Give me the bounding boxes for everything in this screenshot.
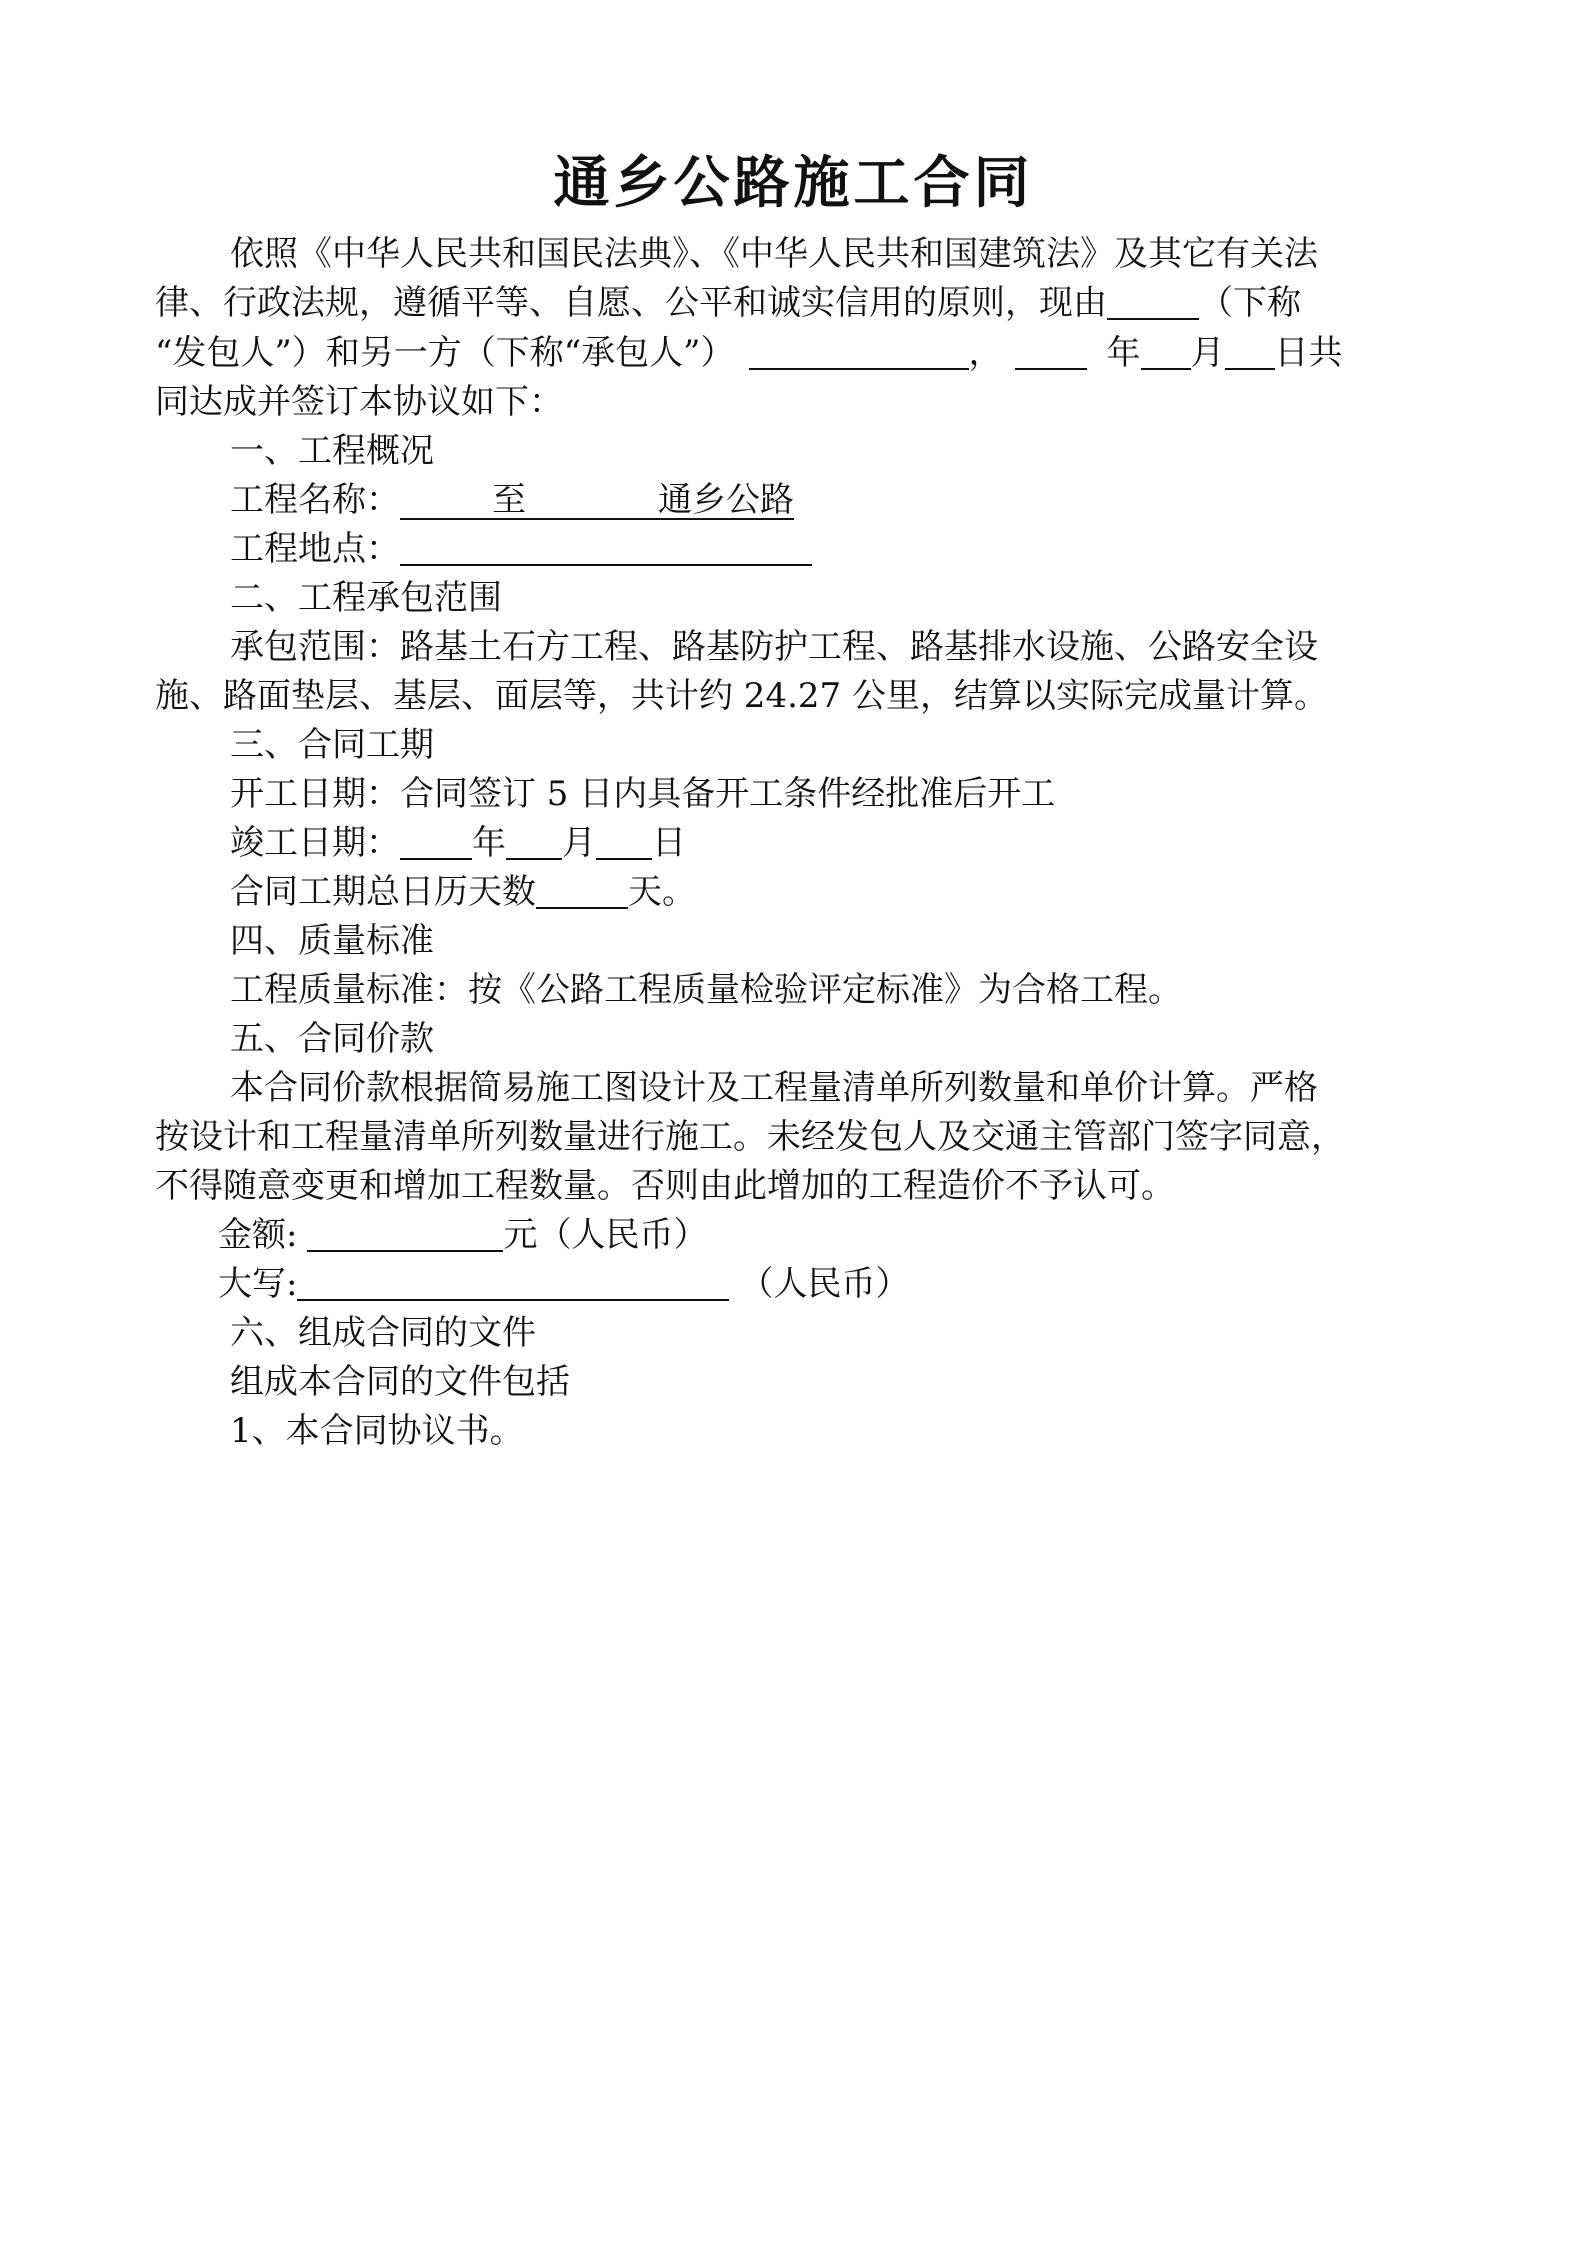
project-name-field xyxy=(400,480,794,520)
sign-year-blank xyxy=(1015,338,1087,370)
employer-blank xyxy=(1107,288,1199,320)
completion-month-blank xyxy=(506,828,562,860)
intro-line-1: 依照《中华人民共和国民法典》、《中华人民共和国建筑法》及其它有关法 xyxy=(230,234,1318,274)
intro-line-2-suffix: （下称 xyxy=(1199,283,1301,323)
intro-line-4: 同达成并签订本协议如下： xyxy=(155,382,563,422)
completion-day-label: 日 xyxy=(652,823,686,863)
total-days-line xyxy=(230,872,696,912)
sign-month-blank xyxy=(1141,338,1191,370)
project-location-line xyxy=(230,529,812,569)
completion-year-label: 年 xyxy=(472,823,506,863)
completion-month-label: 月 xyxy=(562,823,596,863)
intro-line-3-text: “发包人”）和另一方（下称“承包人”） xyxy=(155,333,735,373)
amount-capital-blank xyxy=(297,1269,729,1301)
completion-year-blank xyxy=(400,828,472,860)
total-days-blank xyxy=(536,877,628,909)
intro-line-2 xyxy=(155,283,1301,323)
total-days-label: 合同工期总日历天数 xyxy=(230,872,536,912)
amount-capital-label: 大写: xyxy=(218,1264,298,1304)
documents-intro-line: 组成本合同的文件包括 xyxy=(230,1362,570,1402)
section-2-heading: 二、工程承包范围 xyxy=(230,578,502,618)
completion-date-line xyxy=(230,823,686,863)
contractor-blank xyxy=(749,338,969,370)
project-name-to: 至 xyxy=(492,480,526,520)
amount-capital-line xyxy=(218,1264,910,1304)
project-location-label: 工程地点： xyxy=(230,529,400,569)
intro-line-3 xyxy=(155,333,1343,373)
project-name-label: 工程名称： xyxy=(230,480,400,520)
sign-month-label: 月 xyxy=(1190,333,1225,373)
section-6-heading: 六、组成合同的文件 xyxy=(230,1313,536,1353)
documents-item-1: 1、本合同协议书。 xyxy=(230,1411,524,1451)
intro-line-2-text: 律、行政法规，遵循平等、自愿、公平和诚实信用的原则，现由 xyxy=(155,283,1107,323)
section-3-heading: 三、合同工期 xyxy=(230,725,434,765)
amount-label: 金额: xyxy=(218,1215,298,1255)
amount-line xyxy=(218,1215,708,1255)
amount-suffix: 元（人民币） xyxy=(503,1215,708,1255)
scope-line-2: 施、路面垫层、基层、面层等，共计约 24.27 公里，结算以实际完成量计算。 xyxy=(155,676,1328,716)
project-name-suffix: 通乡公路 xyxy=(658,480,794,520)
sign-day-blank xyxy=(1225,338,1275,370)
amount-capital-suffix: （人民币） xyxy=(739,1264,910,1304)
intro-line-3-comma: ， xyxy=(968,333,1003,373)
price-line-1: 本合同价款根据简易施工图设计及工程量清单所列数量和单价计算。严格 xyxy=(230,1068,1318,1108)
project-name-line xyxy=(230,480,794,520)
total-days-suffix: 天。 xyxy=(628,872,696,912)
completion-date-label: 竣工日期： xyxy=(230,823,400,863)
section-5-heading: 五、合同价款 xyxy=(230,1019,434,1059)
amount-blank xyxy=(307,1220,503,1252)
completion-day-blank xyxy=(596,828,652,860)
project-location-blank xyxy=(400,534,812,566)
sign-day-label: 日共 xyxy=(1274,333,1343,373)
scope-line-1: 承包范围：路基土石方工程、路基防护工程、路基排水设施、公路安全设 xyxy=(230,627,1318,667)
section-4-heading: 四、质量标准 xyxy=(230,921,434,961)
section-1-heading: 一、工程概况 xyxy=(230,431,434,471)
price-line-2: 按设计和工程量清单所列数量进行施工。未经发包人及交通主管部门签字同意， xyxy=(155,1117,1345,1157)
price-line-3: 不得随意变更和增加工程数量。否则由此增加的工程造价不予认可。 xyxy=(155,1166,1175,1206)
document-title: 通乡公路施工合同 xyxy=(553,150,1034,216)
sign-year-label: 年 xyxy=(1106,333,1141,373)
start-date-line: 开工日期：合同签订 5 日内具备开工条件经批准后开工 xyxy=(230,774,1056,814)
quality-standard-line: 工程质量标准：按《公路工程质量检验评定标准》为合格工程。 xyxy=(230,970,1182,1010)
